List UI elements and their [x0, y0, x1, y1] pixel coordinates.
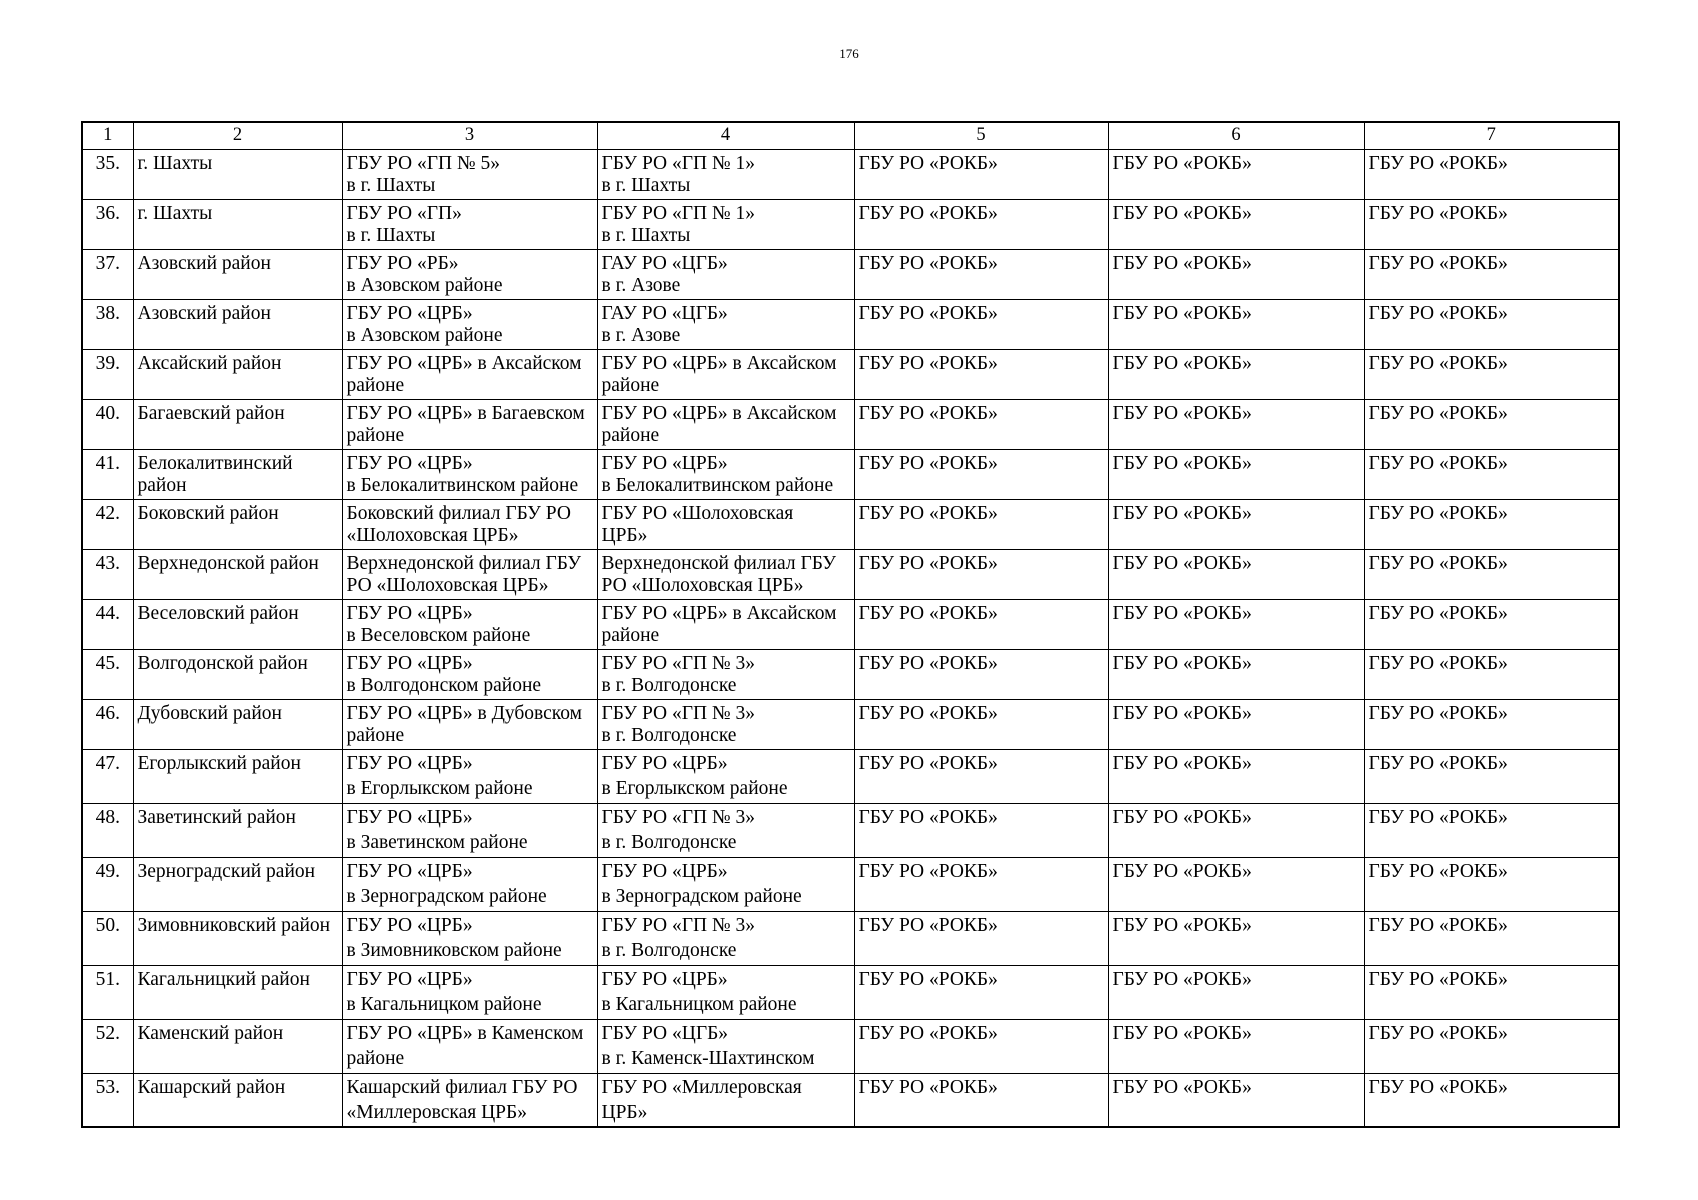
cell-col7: ГБУ РО «РОКБ» [1364, 749, 1619, 803]
table-row [82, 249, 1619, 299]
cell-col7: ГБУ РО «РОКБ» [1364, 149, 1619, 199]
cell-col3: ГБУ РО «ЦРБ» в Заветинском районе [342, 803, 597, 857]
cell-col4: ГБУ РО «Миллеровская ЦРБ» [597, 1073, 854, 1127]
cell-col3: ГБУ РО «ЦРБ» в Волгодонском районе [342, 649, 597, 699]
cell-territory: г. Шахты [133, 199, 342, 249]
cell-col4: ГБУ РО «ГП № 3» в г. Волгодонске [597, 911, 854, 965]
cell-row-number: 45. [82, 649, 133, 699]
table-row [82, 1019, 1619, 1073]
cell-col5: ГБУ РО «РОКБ» [854, 857, 1108, 911]
cell-col7: ГБУ РО «РОКБ» [1364, 857, 1619, 911]
cell-col4: ГБУ РО «Шолоховская ЦРБ» [597, 499, 854, 549]
cell-col3: ГБУ РО «ЦРБ» в Багаевском районе [342, 399, 597, 449]
cell-col5: ГБУ РО «РОКБ» [854, 249, 1108, 299]
cell-col6: ГБУ РО «РОКБ» [1108, 699, 1364, 749]
cell-col5: ГБУ РО «РОКБ» [854, 349, 1108, 399]
cell-territory: Егорлыкский район [133, 749, 342, 803]
cell-col7: ГБУ РО «РОКБ» [1364, 299, 1619, 349]
cell-row-number: 47. [82, 749, 133, 803]
cell-col3: Верхнедонской филиал ГБУ РО «Шолоховская ЦРБ» [342, 549, 597, 599]
cell-row-number: 50. [82, 911, 133, 965]
cell-col6: ГБУ РО «РОКБ» [1108, 649, 1364, 699]
cell-territory: Верхнедонской район [133, 549, 342, 599]
table-row [82, 1073, 1619, 1127]
cell-col5: ГБУ РО «РОКБ» [854, 299, 1108, 349]
cell-col7: ГБУ РО «РОКБ» [1364, 1019, 1619, 1073]
cell-col4: ГБУ РО «ЦРБ» в Егорлыкском районе [597, 749, 854, 803]
cell-col4: ГБУ РО «ЦРБ» в Кагальницком районе [597, 965, 854, 1019]
cell-col7: ГБУ РО «РОКБ» [1364, 449, 1619, 499]
cell-col5: ГБУ РО «РОКБ» [854, 911, 1108, 965]
cell-territory: Зерноградский район [133, 857, 342, 911]
cell-col5: ГБУ РО «РОКБ» [854, 499, 1108, 549]
cell-col3: ГБУ РО «ЦРБ» в Веселовском районе [342, 599, 597, 649]
header-row [82, 122, 1619, 149]
column-header-4: 4 [597, 122, 854, 149]
cell-col6: ГБУ РО «РОКБ» [1108, 499, 1364, 549]
cell-col4: ГАУ РО «ЦГБ» в г. Азове [597, 249, 854, 299]
table-row [82, 549, 1619, 599]
table-row [82, 911, 1619, 965]
cell-col6: ГБУ РО «РОКБ» [1108, 599, 1364, 649]
cell-col4: Верхнедонской филиал ГБУ РО «Шолоховская ЦРБ» [597, 549, 854, 599]
cell-col6: ГБУ РО «РОКБ» [1108, 857, 1364, 911]
cell-col6: ГБУ РО «РОКБ» [1108, 911, 1364, 965]
cell-col5: ГБУ РО «РОКБ» [854, 199, 1108, 249]
table-row [82, 199, 1619, 249]
cell-col6: ГБУ РО «РОКБ» [1108, 249, 1364, 299]
cell-col4: ГБУ РО «ЦРБ» в Аксайском районе [597, 349, 854, 399]
column-header-6: 6 [1108, 122, 1364, 149]
cell-col5: ГБУ РО «РОКБ» [854, 965, 1108, 1019]
cell-col4: ГБУ РО «ЦРБ» в Зерноградском районе [597, 857, 854, 911]
cell-col7: ГБУ РО «РОКБ» [1364, 803, 1619, 857]
cell-col3: Боковский филиал ГБУ РО «Шолоховская ЦРБ» [342, 499, 597, 549]
cell-col3: ГБУ РО «ЦРБ» в Белокалитвинском районе [342, 449, 597, 499]
cell-row-number: 38. [82, 299, 133, 349]
cell-col4: ГБУ РО «ЦРБ» в Аксайском районе [597, 399, 854, 449]
cell-col5: ГБУ РО «РОКБ» [854, 449, 1108, 499]
table-row [82, 299, 1619, 349]
cell-territory: Волгодонской район [133, 649, 342, 699]
cell-col6: ГБУ РО «РОКБ» [1108, 149, 1364, 199]
cell-col5: ГБУ РО «РОКБ» [854, 803, 1108, 857]
table-row [82, 749, 1619, 803]
column-header-7: 7 [1364, 122, 1619, 149]
cell-col4: ГБУ РО «ЦРБ» в Аксайском районе [597, 599, 854, 649]
cell-col4: ГБУ РО «ЦРБ» в Белокалитвинском районе [597, 449, 854, 499]
cell-col5: ГБУ РО «РОКБ» [854, 149, 1108, 199]
cell-row-number: 41. [82, 449, 133, 499]
cell-col3: ГБУ РО «ЦРБ» в Азовском районе [342, 299, 597, 349]
cell-col3: ГБУ РО «ЦРБ» в Егорлыкском районе [342, 749, 597, 803]
cell-territory: Каменский район [133, 1019, 342, 1073]
column-header-1: 1 [82, 122, 133, 149]
cell-col3: ГБУ РО «ГП № 5» в г. Шахты [342, 149, 597, 199]
table-row [82, 649, 1619, 699]
cell-col6: ГБУ РО «РОКБ» [1108, 299, 1364, 349]
cell-col7: ГБУ РО «РОКБ» [1364, 1073, 1619, 1127]
table-row [82, 965, 1619, 1019]
cell-col6: ГБУ РО «РОКБ» [1108, 965, 1364, 1019]
table-row [82, 499, 1619, 549]
cell-col7: ГБУ РО «РОКБ» [1364, 599, 1619, 649]
cell-col5: ГБУ РО «РОКБ» [854, 549, 1108, 599]
cell-col7: ГБУ РО «РОКБ» [1364, 965, 1619, 1019]
cell-row-number: 51. [82, 965, 133, 1019]
cell-col4: ГБУ РО «ГП № 1» в г. Шахты [597, 199, 854, 249]
cell-territory: Азовский район [133, 299, 342, 349]
cell-row-number: 52. [82, 1019, 133, 1073]
table-row [82, 449, 1619, 499]
cell-row-number: 42. [82, 499, 133, 549]
cell-col3: ГБУ РО «РБ» в Азовском районе [342, 249, 597, 299]
cell-col3: ГБУ РО «ЦРБ» в Каменском районе [342, 1019, 597, 1073]
cell-territory: Багаевский район [133, 399, 342, 449]
cell-col7: ГБУ РО «РОКБ» [1364, 699, 1619, 749]
cell-col3: ГБУ РО «ЦРБ» в Кагальницком районе [342, 965, 597, 1019]
cell-col7: ГБУ РО «РОКБ» [1364, 249, 1619, 299]
cell-row-number: 53. [82, 1073, 133, 1127]
cell-row-number: 35. [82, 149, 133, 199]
page-number: 176 [839, 46, 859, 61]
cell-col3: ГБУ РО «ЦРБ» в Зерноградском районе [342, 857, 597, 911]
cell-territory: Аксайский район [133, 349, 342, 399]
cell-col3: ГБУ РО «ГП» в г. Шахты [342, 199, 597, 249]
cell-territory: Дубовский район [133, 699, 342, 749]
cell-col6: ГБУ РО «РОКБ» [1108, 399, 1364, 449]
cell-territory: Белокалитвинский район [133, 449, 342, 499]
cell-territory: Кашарский район [133, 1073, 342, 1127]
table-row [82, 803, 1619, 857]
cell-row-number: 49. [82, 857, 133, 911]
cell-territory: Заветинский район [133, 803, 342, 857]
cell-col5: ГБУ РО «РОКБ» [854, 749, 1108, 803]
cell-col5: ГБУ РО «РОКБ» [854, 399, 1108, 449]
cell-row-number: 43. [82, 549, 133, 599]
cell-row-number: 44. [82, 599, 133, 649]
cell-col3: ГБУ РО «ЦРБ» в Дубовском районе [342, 699, 597, 749]
cell-col5: ГБУ РО «РОКБ» [854, 1019, 1108, 1073]
cell-row-number: 39. [82, 349, 133, 399]
cell-col5: ГБУ РО «РОКБ» [854, 599, 1108, 649]
table-row [82, 149, 1619, 199]
cell-col4: ГБУ РО «ГП № 3» в г. Волгодонске [597, 699, 854, 749]
cell-row-number: 37. [82, 249, 133, 299]
cell-col4: ГБУ РО «ГП № 3» в г. Волгодонске [597, 803, 854, 857]
cell-col4: ГБУ РО «ЦГБ» в г. Каменск-Шахтинском [597, 1019, 854, 1073]
cell-col4: ГБУ РО «ГП № 1» в г. Шахты [597, 149, 854, 199]
cell-col6: ГБУ РО «РОКБ» [1108, 749, 1364, 803]
cell-territory: Зимовниковский район [133, 911, 342, 965]
cell-col7: ГБУ РО «РОКБ» [1364, 649, 1619, 699]
cell-col6: ГБУ РО «РОКБ» [1108, 1019, 1364, 1073]
cell-territory: г. Шахты [133, 149, 342, 199]
column-header-2: 2 [133, 122, 342, 149]
cell-row-number: 48. [82, 803, 133, 857]
cell-col6: ГБУ РО «РОКБ» [1108, 449, 1364, 499]
cell-territory: Боковский район [133, 499, 342, 549]
cell-col6: ГБУ РО «РОКБ» [1108, 1073, 1364, 1127]
cell-territory: Веселовский район [133, 599, 342, 649]
cell-col7: ГБУ РО «РОКБ» [1364, 911, 1619, 965]
cell-col3: Кашарский филиал ГБУ РО «Миллеровская ЦРБ» [342, 1073, 597, 1127]
table-row [82, 599, 1619, 649]
table-row [82, 699, 1619, 749]
cell-col4: ГБУ РО «ГП № 3» в г. Волгодонске [597, 649, 854, 699]
cell-col5: ГБУ РО «РОКБ» [854, 1073, 1108, 1127]
cell-col7: ГБУ РО «РОКБ» [1364, 349, 1619, 399]
cell-col4: ГАУ РО «ЦГБ» в г. Азове [597, 299, 854, 349]
table-row [82, 399, 1619, 449]
table-row [82, 349, 1619, 399]
cell-territory: Кагальницкий район [133, 965, 342, 1019]
cell-col7: ГБУ РО «РОКБ» [1364, 549, 1619, 599]
cell-col6: ГБУ РО «РОКБ» [1108, 803, 1364, 857]
data-table [81, 121, 1620, 1128]
cell-row-number: 36. [82, 199, 133, 249]
cell-col3: ГБУ РО «ЦРБ» в Зимовниковском районе [342, 911, 597, 965]
cell-col7: ГБУ РО «РОКБ» [1364, 499, 1619, 549]
cell-col5: ГБУ РО «РОКБ» [854, 699, 1108, 749]
cell-col7: ГБУ РО «РОКБ» [1364, 199, 1619, 249]
cell-col6: ГБУ РО «РОКБ» [1108, 549, 1364, 599]
column-header-5: 5 [854, 122, 1108, 149]
cell-col7: ГБУ РО «РОКБ» [1364, 399, 1619, 449]
cell-col3: ГБУ РО «ЦРБ» в Аксайском районе [342, 349, 597, 399]
column-header-3: 3 [342, 122, 597, 149]
cell-col6: ГБУ РО «РОКБ» [1108, 349, 1364, 399]
cell-col6: ГБУ РО «РОКБ» [1108, 199, 1364, 249]
cell-row-number: 46. [82, 699, 133, 749]
table-row [82, 857, 1619, 911]
cell-col5: ГБУ РО «РОКБ» [854, 649, 1108, 699]
cell-territory: Азовский район [133, 249, 342, 299]
cell-row-number: 40. [82, 399, 133, 449]
